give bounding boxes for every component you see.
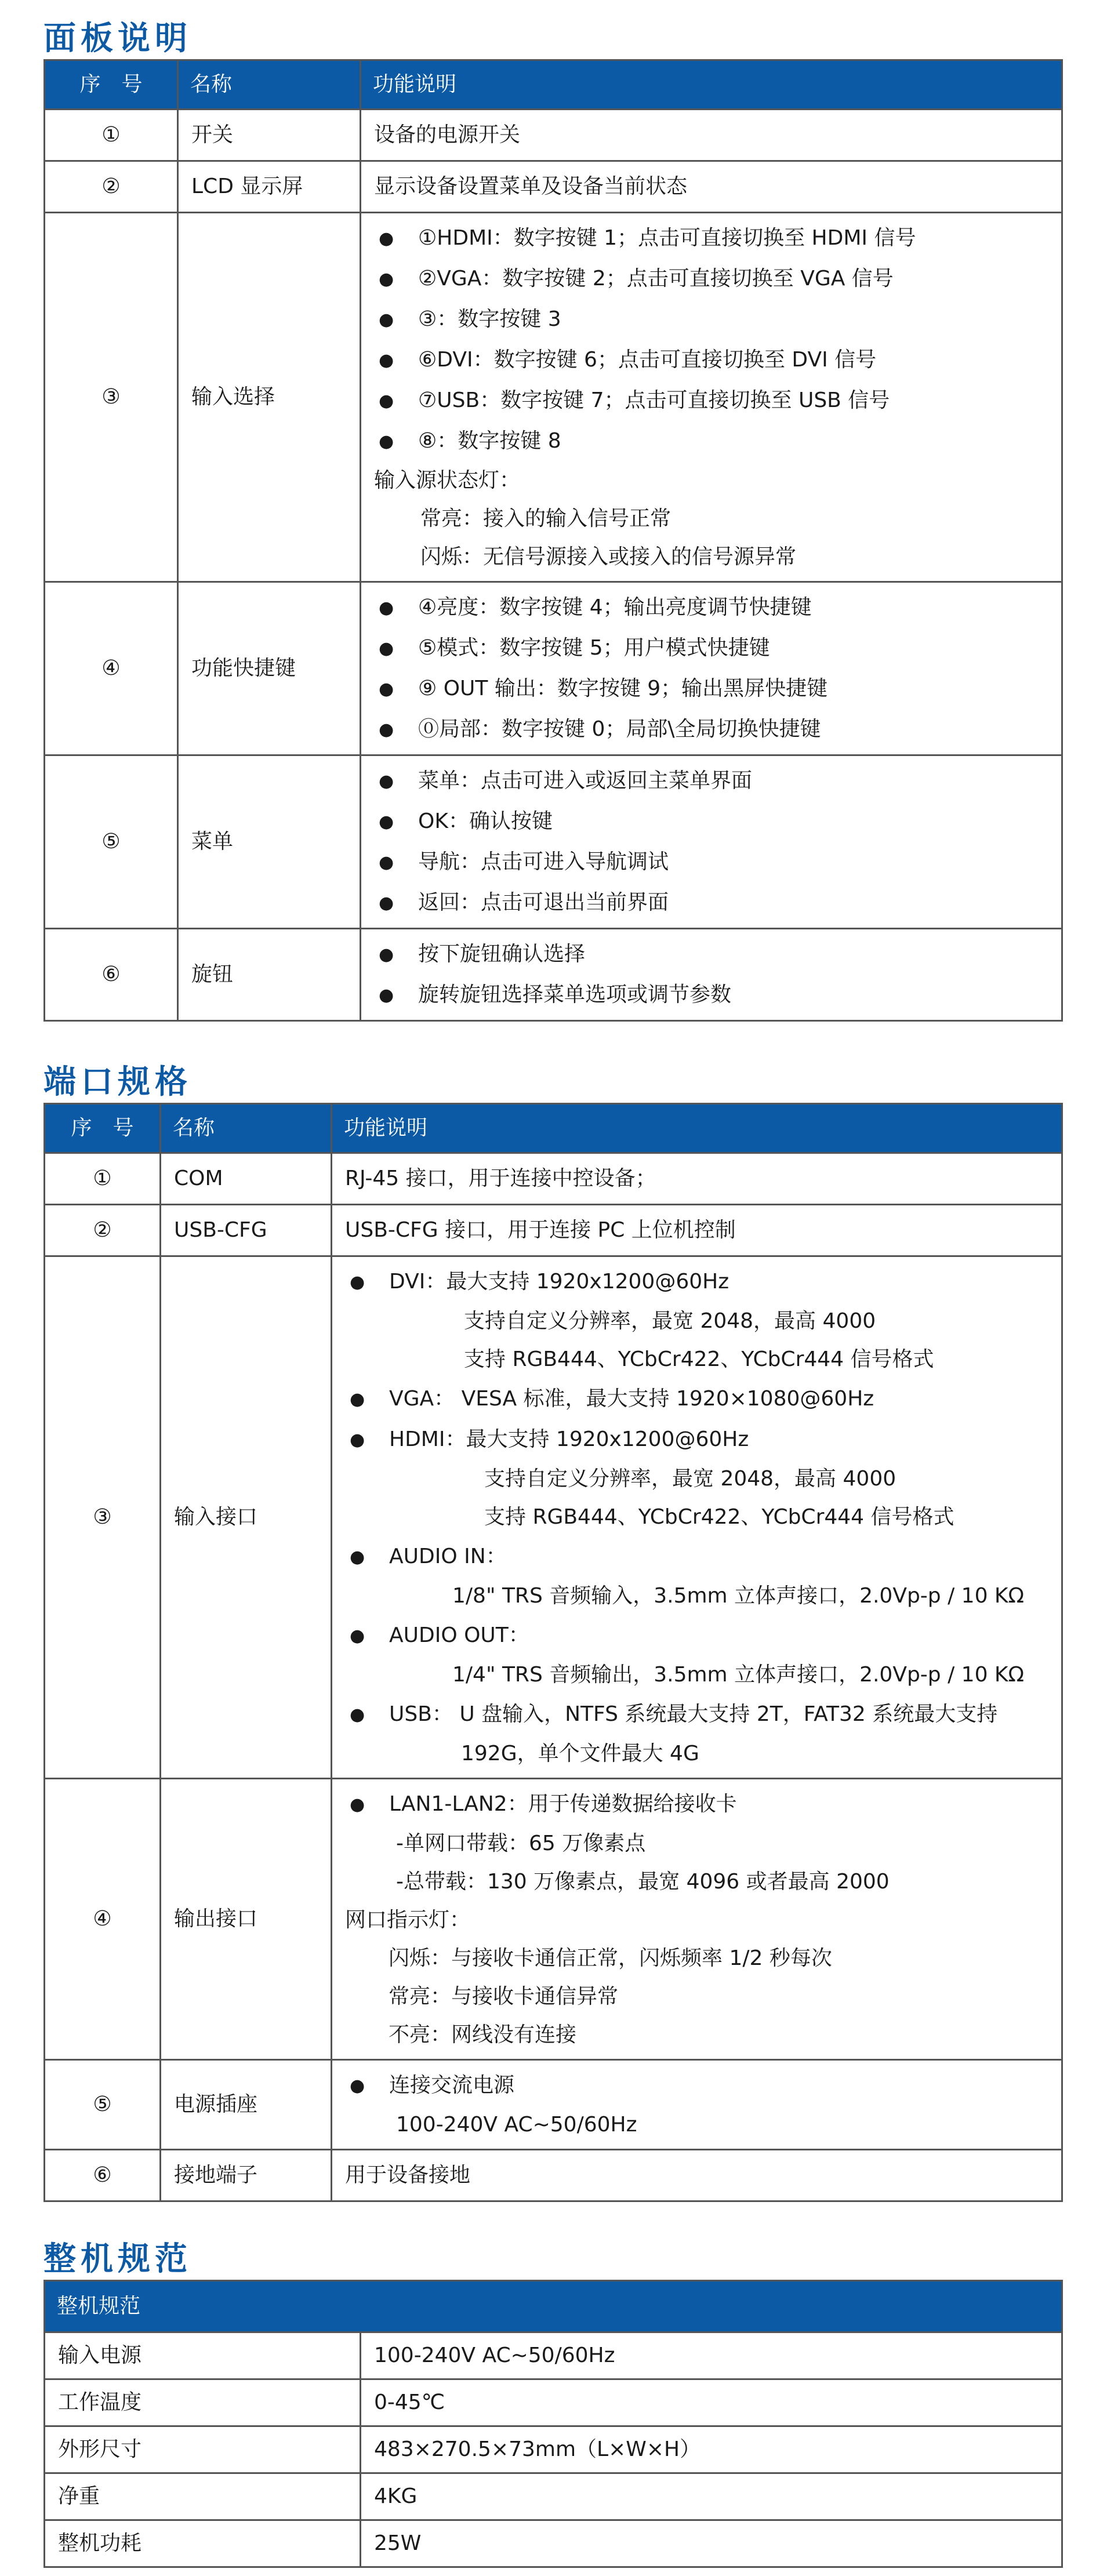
- bullet-item: [345, 1262, 1048, 1302]
- bullet-item: [374, 975, 1048, 1015]
- bullet-icon: ●: [379, 892, 394, 913]
- bullet-item: [374, 668, 1048, 709]
- text-line: 192G，单个文件最大 4G: [461, 1742, 699, 1765]
- panel-table: [43, 59, 1063, 1022]
- bullet-text: OK：确认按键: [418, 809, 553, 833]
- row-description: [361, 929, 1062, 1021]
- text-line: 常亮：接入的输入信号正常: [420, 507, 672, 531]
- bullet-item: [345, 1784, 1048, 1825]
- bullet-icon: ●: [379, 852, 394, 873]
- table-row: [45, 2060, 1062, 2150]
- text-line: 设备的电源开关: [374, 123, 521, 147]
- row-number: ⑤: [45, 2060, 161, 2150]
- specs-table: [43, 2280, 1063, 2568]
- bullet-item: [374, 340, 1048, 380]
- bullet-item: [374, 380, 1048, 421]
- row-description: [361, 213, 1062, 582]
- bullet-icon: ●: [379, 390, 394, 411]
- header-desc: 功能说明: [361, 60, 1062, 110]
- row-description: [361, 110, 1062, 161]
- row-number: ④: [45, 1779, 161, 2060]
- row-description: [332, 1256, 1062, 1779]
- text-line: 用于设备接地: [345, 2163, 471, 2187]
- text-line: 不亮：网线没有连接: [389, 2023, 577, 2047]
- bullet-icon: ●: [379, 638, 394, 659]
- text-line: 闪烁：与接收卡通信正常，闪烁频率 1/2 秒每次: [389, 1946, 832, 1970]
- spec-value: 100-240V AC~50/60Hz: [361, 2332, 1062, 2379]
- bullet-icon: ●: [379, 678, 394, 699]
- table-row: [45, 582, 1062, 755]
- header-desc: 功能说明: [332, 1104, 1062, 1153]
- bullet-text: ⑧：数字按键 8: [418, 429, 561, 453]
- row-name: LCD 显示屏: [178, 161, 361, 213]
- bullet-text: DVI：最大支持 1920x1200@60Hz: [389, 1270, 729, 1294]
- row-name: 接地端子: [161, 2150, 332, 2201]
- panel-header-row: [45, 60, 1062, 110]
- row-number: ④: [45, 582, 178, 755]
- bullet-item: [374, 628, 1048, 668]
- specs-header-row: [45, 2281, 1062, 2332]
- row-number: ①: [45, 110, 178, 161]
- bullet-text: 返回：点击可退出当前界面: [418, 891, 669, 914]
- bullet-icon: ●: [350, 1794, 365, 1815]
- row-description: [332, 2150, 1062, 2201]
- table-row: [45, 161, 1062, 213]
- row-description: [361, 755, 1062, 929]
- row-number: ②: [45, 161, 178, 213]
- spec-value: 483×270.5×73mm（L×W×H）: [361, 2426, 1062, 2473]
- bullet-icon: ●: [350, 1625, 365, 1646]
- row-description: [361, 582, 1062, 755]
- bullet-item: [345, 1615, 1048, 1656]
- bullet-text: ③：数字按键 3: [418, 307, 561, 331]
- bullet-text: HDMI：最大支持 1920x1200@60Hz: [389, 1427, 749, 1451]
- bullet-text: AUDIO IN：: [389, 1545, 507, 1568]
- bullet-icon: ●: [350, 1271, 365, 1292]
- table-row: [45, 1205, 1062, 1256]
- spec-row: [45, 2426, 1062, 2473]
- table-row: [45, 929, 1062, 1021]
- text-line: 闪烁：无信号源接入或接入的信号源异常: [420, 545, 797, 569]
- spec-row: [45, 2379, 1062, 2426]
- row-name: COM: [161, 1153, 332, 1205]
- bullet-icon: ●: [379, 984, 394, 1005]
- bullet-text: ⑦USB：数字按键 7；点击可直接切换至 USB 信号: [418, 388, 890, 412]
- ports-table: [43, 1103, 1063, 2202]
- row-description: [332, 2060, 1062, 2150]
- bullet-text: 导航：点击可进入导航调试: [418, 850, 669, 874]
- bullet-item: [345, 1419, 1048, 1460]
- table-row: [45, 755, 1062, 929]
- spec-row: [45, 2520, 1062, 2567]
- bullet-icon: ●: [379, 944, 394, 965]
- bullet-text: USB： U 盘输入，NTFS 系统最大支持 2T，FAT32 系统最大支持: [389, 1702, 998, 1726]
- bullet-text: ②VGA：数字按键 2；点击可直接切换至 VGA 信号: [418, 267, 894, 290]
- text-line: -总带载：130 万像素点，最宽 4096 或者最高 2000: [396, 1870, 890, 1894]
- bullet-icon: ●: [350, 1389, 365, 1409]
- bullet-text: ⓪局部：数字按键 0；局部\全局切换快捷键: [418, 717, 821, 741]
- bullet-text: 菜单：点击可进入或返回主菜单界面: [418, 769, 753, 793]
- row-description: [332, 1205, 1062, 1256]
- bullet-icon: ●: [379, 771, 394, 791]
- document: [43, 17, 1063, 2568]
- bullet-item: [374, 587, 1048, 628]
- spec-label: 净重: [45, 2473, 361, 2520]
- bullet-item: [374, 842, 1048, 882]
- row-number: ①: [45, 1153, 161, 1205]
- bullet-text: 旋转旋钮选择菜单选项或调节参数: [418, 983, 732, 1007]
- bullet-item: [374, 801, 1048, 842]
- table-row: [45, 1779, 1062, 2060]
- bullet-icon: ●: [379, 719, 394, 740]
- bullet-item: [345, 2065, 1048, 2106]
- text-line: 1/4" TRS 音频输出，3.5mm 立体声接口，2.0Vp-p / 10 KΩ: [452, 1663, 1025, 1687]
- bullet-icon: ●: [379, 811, 394, 832]
- bullet-item: [374, 299, 1048, 340]
- bullet-text: ①HDMI：数字按键 1；点击可直接切换至 HDMI 信号: [418, 226, 916, 250]
- text-line: 支持自定义分辨率，最宽 2048，最高 4000: [484, 1467, 897, 1491]
- bullet-icon: ●: [379, 309, 394, 330]
- row-name: 旋钮: [178, 929, 361, 1021]
- bullet-item: [345, 1379, 1048, 1419]
- row-description: [361, 161, 1062, 213]
- row-name: USB-CFG: [161, 1205, 332, 1256]
- bullet-item: [374, 421, 1048, 462]
- specs-section-title: 整机规范: [43, 2240, 192, 2278]
- spec-label: 工作温度: [45, 2379, 361, 2426]
- row-name: 菜单: [178, 755, 361, 929]
- row-number: ⑥: [45, 2150, 161, 2201]
- text-line: 支持自定义分辨率，最宽 2048，最高 4000: [464, 1309, 876, 1333]
- header-num: 序 号: [45, 1104, 161, 1153]
- spec-value: 0-45℃: [361, 2379, 1062, 2426]
- bullet-item: [374, 709, 1048, 750]
- row-number: ⑥: [45, 929, 178, 1021]
- row-name: 输入选择: [178, 213, 361, 582]
- header-name: 名称: [161, 1104, 332, 1153]
- text-line: 支持 RGB444、YCbCr422、YCbCr444 信号格式: [484, 1505, 954, 1529]
- row-number: ③: [45, 1256, 161, 1779]
- ports-header-row: [45, 1104, 1062, 1153]
- row-number: ③: [45, 213, 178, 582]
- bullet-text: 按下旋钮确认选择: [418, 942, 586, 966]
- row-number: ②: [45, 1205, 161, 1256]
- bullet-icon: ●: [350, 1429, 365, 1450]
- table-row: [45, 1153, 1062, 1205]
- table-row: [45, 213, 1062, 582]
- table-row: [45, 2150, 1062, 2201]
- bullet-text: ⑤模式：数字按键 5；用户模式快捷键: [418, 636, 770, 660]
- bullet-icon: ●: [350, 2075, 365, 2096]
- table-row: [45, 110, 1062, 161]
- spec-row: [45, 2473, 1062, 2520]
- bullet-text: LAN1-LAN2：用于传递数据给接收卡: [389, 1792, 737, 1816]
- spec-row: [45, 2332, 1062, 2379]
- bullet-item: [345, 1536, 1048, 1577]
- bullet-icon: ●: [379, 228, 394, 249]
- bullet-item: [374, 259, 1048, 299]
- spec-value: 25W: [361, 2520, 1062, 2567]
- header-num: 序 号: [45, 60, 178, 110]
- text-line: 支持 RGB444、YCbCr422、YCbCr444 信号格式: [464, 1347, 934, 1371]
- bullet-text: AUDIO OUT：: [389, 1623, 529, 1647]
- text-line: 输入源状态灯：: [374, 468, 521, 492]
- row-description: [332, 1779, 1062, 2060]
- bullet-text: VGA： VESA 标准，最大支持 1920×1080@60Hz: [389, 1387, 874, 1411]
- row-description: [332, 1153, 1062, 1205]
- bullet-item: [374, 934, 1048, 975]
- bullet-item: [374, 761, 1048, 801]
- text-line: RJ-45 接口，用于连接中控设备；: [345, 1167, 656, 1190]
- header-name: 名称: [178, 60, 361, 110]
- bullet-item: [345, 1694, 1048, 1735]
- bullet-icon: ●: [379, 268, 394, 289]
- text-line: 100-240V AC~50/60Hz: [396, 2113, 637, 2137]
- row-name: 输出接口: [161, 1779, 332, 2060]
- spec-label: 整机功耗: [45, 2520, 361, 2567]
- text-line: 网口指示灯：: [345, 1908, 471, 1932]
- panel-section-title: 面板说明: [43, 19, 192, 57]
- bullet-icon: ●: [350, 1546, 365, 1567]
- text-line: 常亮：与接收卡通信异常: [389, 1985, 619, 2008]
- table-row: [45, 1256, 1062, 1779]
- bullet-text: ⑨ OUT 输出：数字按键 9；输出黑屏快捷键: [418, 677, 828, 700]
- row-name: 开关: [178, 110, 361, 161]
- spec-label: 输入电源: [45, 2332, 361, 2379]
- bullet-icon: ●: [379, 597, 394, 618]
- bullet-item: [374, 882, 1048, 923]
- bullet-text: ⑥DVI：数字按键 6；点击可直接切换至 DVI 信号: [418, 348, 877, 372]
- bullet-text: 连接交流电源: [389, 2073, 515, 2097]
- bullet-icon: ●: [379, 350, 394, 370]
- row-name: 输入接口: [161, 1256, 332, 1779]
- row-name: 功能快捷键: [178, 582, 361, 755]
- ports-section-title: 端口规格: [43, 1063, 192, 1101]
- text-line: 显示设备设置菜单及设备当前状态: [374, 175, 688, 198]
- row-number: ⑤: [45, 755, 178, 929]
- bullet-icon: ●: [350, 1704, 365, 1725]
- bullet-text: ④亮度：数字按键 4；输出亮度调节快捷键: [418, 595, 812, 619]
- spec-value: 4KG: [361, 2473, 1062, 2520]
- text-line: 1/8" TRS 音频输入，3.5mm 立体声接口，2.0Vp-p / 10 KΩ: [452, 1584, 1025, 1608]
- specs-header: 整机规范: [45, 2281, 1062, 2332]
- text-line: USB-CFG 接口，用于连接 PC 上位机控制: [345, 1218, 736, 1242]
- row-name: 电源插座: [161, 2060, 332, 2150]
- bullet-icon: ●: [379, 431, 394, 452]
- text-line: -单网口带载：65 万像素点: [396, 1832, 646, 1855]
- bullet-item: [374, 218, 1048, 259]
- spec-label: 外形尺寸: [45, 2426, 361, 2473]
